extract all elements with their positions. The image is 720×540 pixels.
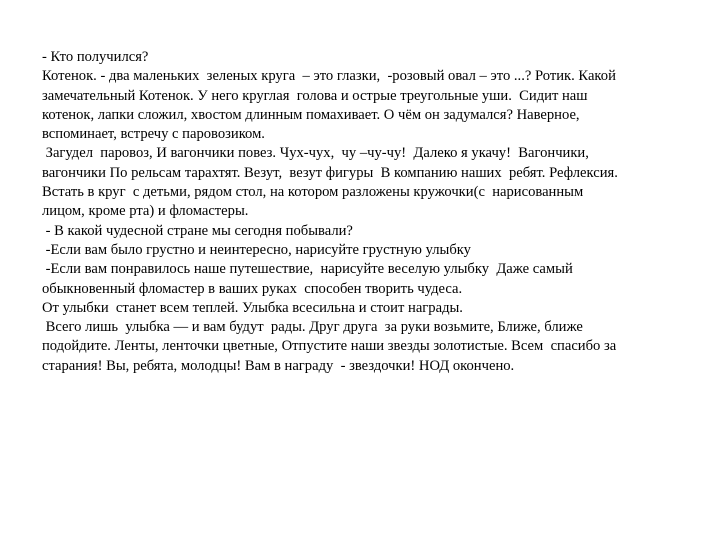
text-line: обыкновенный фломастер в ваших руках способен творить чудеса. bbox=[42, 280, 463, 297]
text-line: подойдите. Ленты, ленточки цветные, Отпустите наши звезды золотистые. Всем спасибо за bbox=[42, 338, 617, 355]
text-line: - В какой чудесной стране мы сегодня побывали? bbox=[42, 222, 353, 239]
text-line: Загудел паровоз, И вагончики повез. Чух-чух, чу –чу-чу! Далеко я укачу! Вагончики, bbox=[42, 145, 589, 162]
text-line: замечательный Котенок. У него круглая голова и острые треугольные уши. Сидит наш bbox=[42, 87, 588, 104]
text-line: Встать в круг с детьми, рядом стол, на котором разложены кружочки(с нарисованным bbox=[42, 184, 584, 201]
slide-text-body bbox=[42, 48, 682, 376]
text-line: Всего лишь улыбка — и вам будут рады. Друг друга за руки возьмите, Ближе, ближе bbox=[42, 319, 583, 336]
text-line: - Кто получился? bbox=[42, 49, 149, 65]
text-line: Котенок. - два маленьких зеленых круга – это глазки, -розовый овал – это ...? Ротик. Какой bbox=[42, 68, 616, 85]
text-line: лицом, кроме рта) и фломастеры. bbox=[42, 203, 249, 220]
text-line: вагончики По рельсам тарахтят. Везут, везут фигуры В компанию наших ребят. Рефлексия. bbox=[42, 164, 618, 181]
text-line: старания! Вы, ребята, молодцы! Вам в награду - звездочки! НОД окончено. bbox=[42, 357, 515, 374]
text-line: котенок, лапки сложил, хвостом длинным помахивает. О чём он задумался? Наверное, bbox=[42, 106, 580, 123]
text-line: От улыбки станет всем теплей. Улыбка всесильна и стоит награды. bbox=[42, 299, 463, 316]
text-line: -Если вам понравилось наше путешествие, нарисуйте веселую улыбку Даже самый bbox=[42, 261, 573, 278]
text-line: вспоминает, встречу с паровозиком. bbox=[42, 126, 265, 143]
text-line: -Если вам было грустно и неинтересно, нарисуйте грустную улыбку bbox=[42, 241, 471, 258]
